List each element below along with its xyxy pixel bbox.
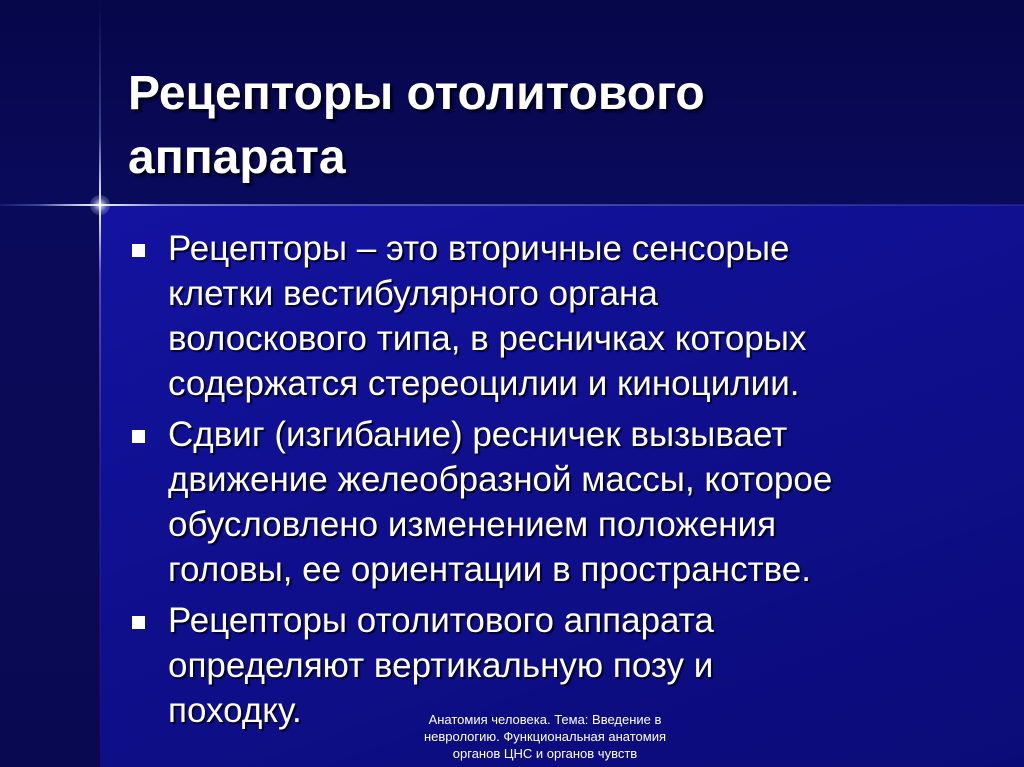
slide-title — [128, 62, 988, 190]
footer-line: Анатомия человека. Тема: Введение в — [428, 712, 662, 727]
bullet-line: содержатся стереоцилии и киноцилии. — [168, 364, 800, 403]
footer-line: органов ЦНС и органов чувств — [452, 746, 638, 761]
slide-footer — [400, 711, 690, 762]
bullet-line: головы, ее ориентации в пространстве. — [168, 550, 811, 589]
square-bullet-icon — [132, 244, 145, 257]
square-bullet-icon — [132, 616, 145, 629]
bullet-list — [126, 226, 1006, 739]
slide-title-line: Рецепторы отолитового — [128, 67, 705, 120]
square-bullet-icon — [132, 430, 145, 443]
bullet-line: клетки вестибулярного органа — [168, 274, 658, 313]
bullet-line: Рецепторы отолитового аппарата — [168, 601, 714, 640]
footer-line: неврологию. Функциональная анатомия — [423, 729, 667, 744]
bullet-item — [126, 412, 1006, 592]
bullet-line: обусловлено изменением положения — [168, 505, 777, 544]
bullet-line: определяют вертикальную позу и — [168, 646, 714, 685]
bullet-line: движение желеобразной массы, которое — [168, 460, 833, 499]
bullet-line: походку. — [168, 691, 302, 730]
bullet-line: Рецепторы – это вторичные сенсорые — [168, 229, 790, 268]
slide-title-line: аппарата — [128, 131, 346, 184]
bullet-line: Сдвиг (изгибание) ресничек вызывает — [168, 415, 788, 454]
bullet-line: волоскового типа, в ресничках которых — [168, 319, 807, 358]
vertical-divider — [99, 0, 101, 767]
left-strip — [0, 205, 100, 767]
bullet-item — [126, 226, 1006, 406]
